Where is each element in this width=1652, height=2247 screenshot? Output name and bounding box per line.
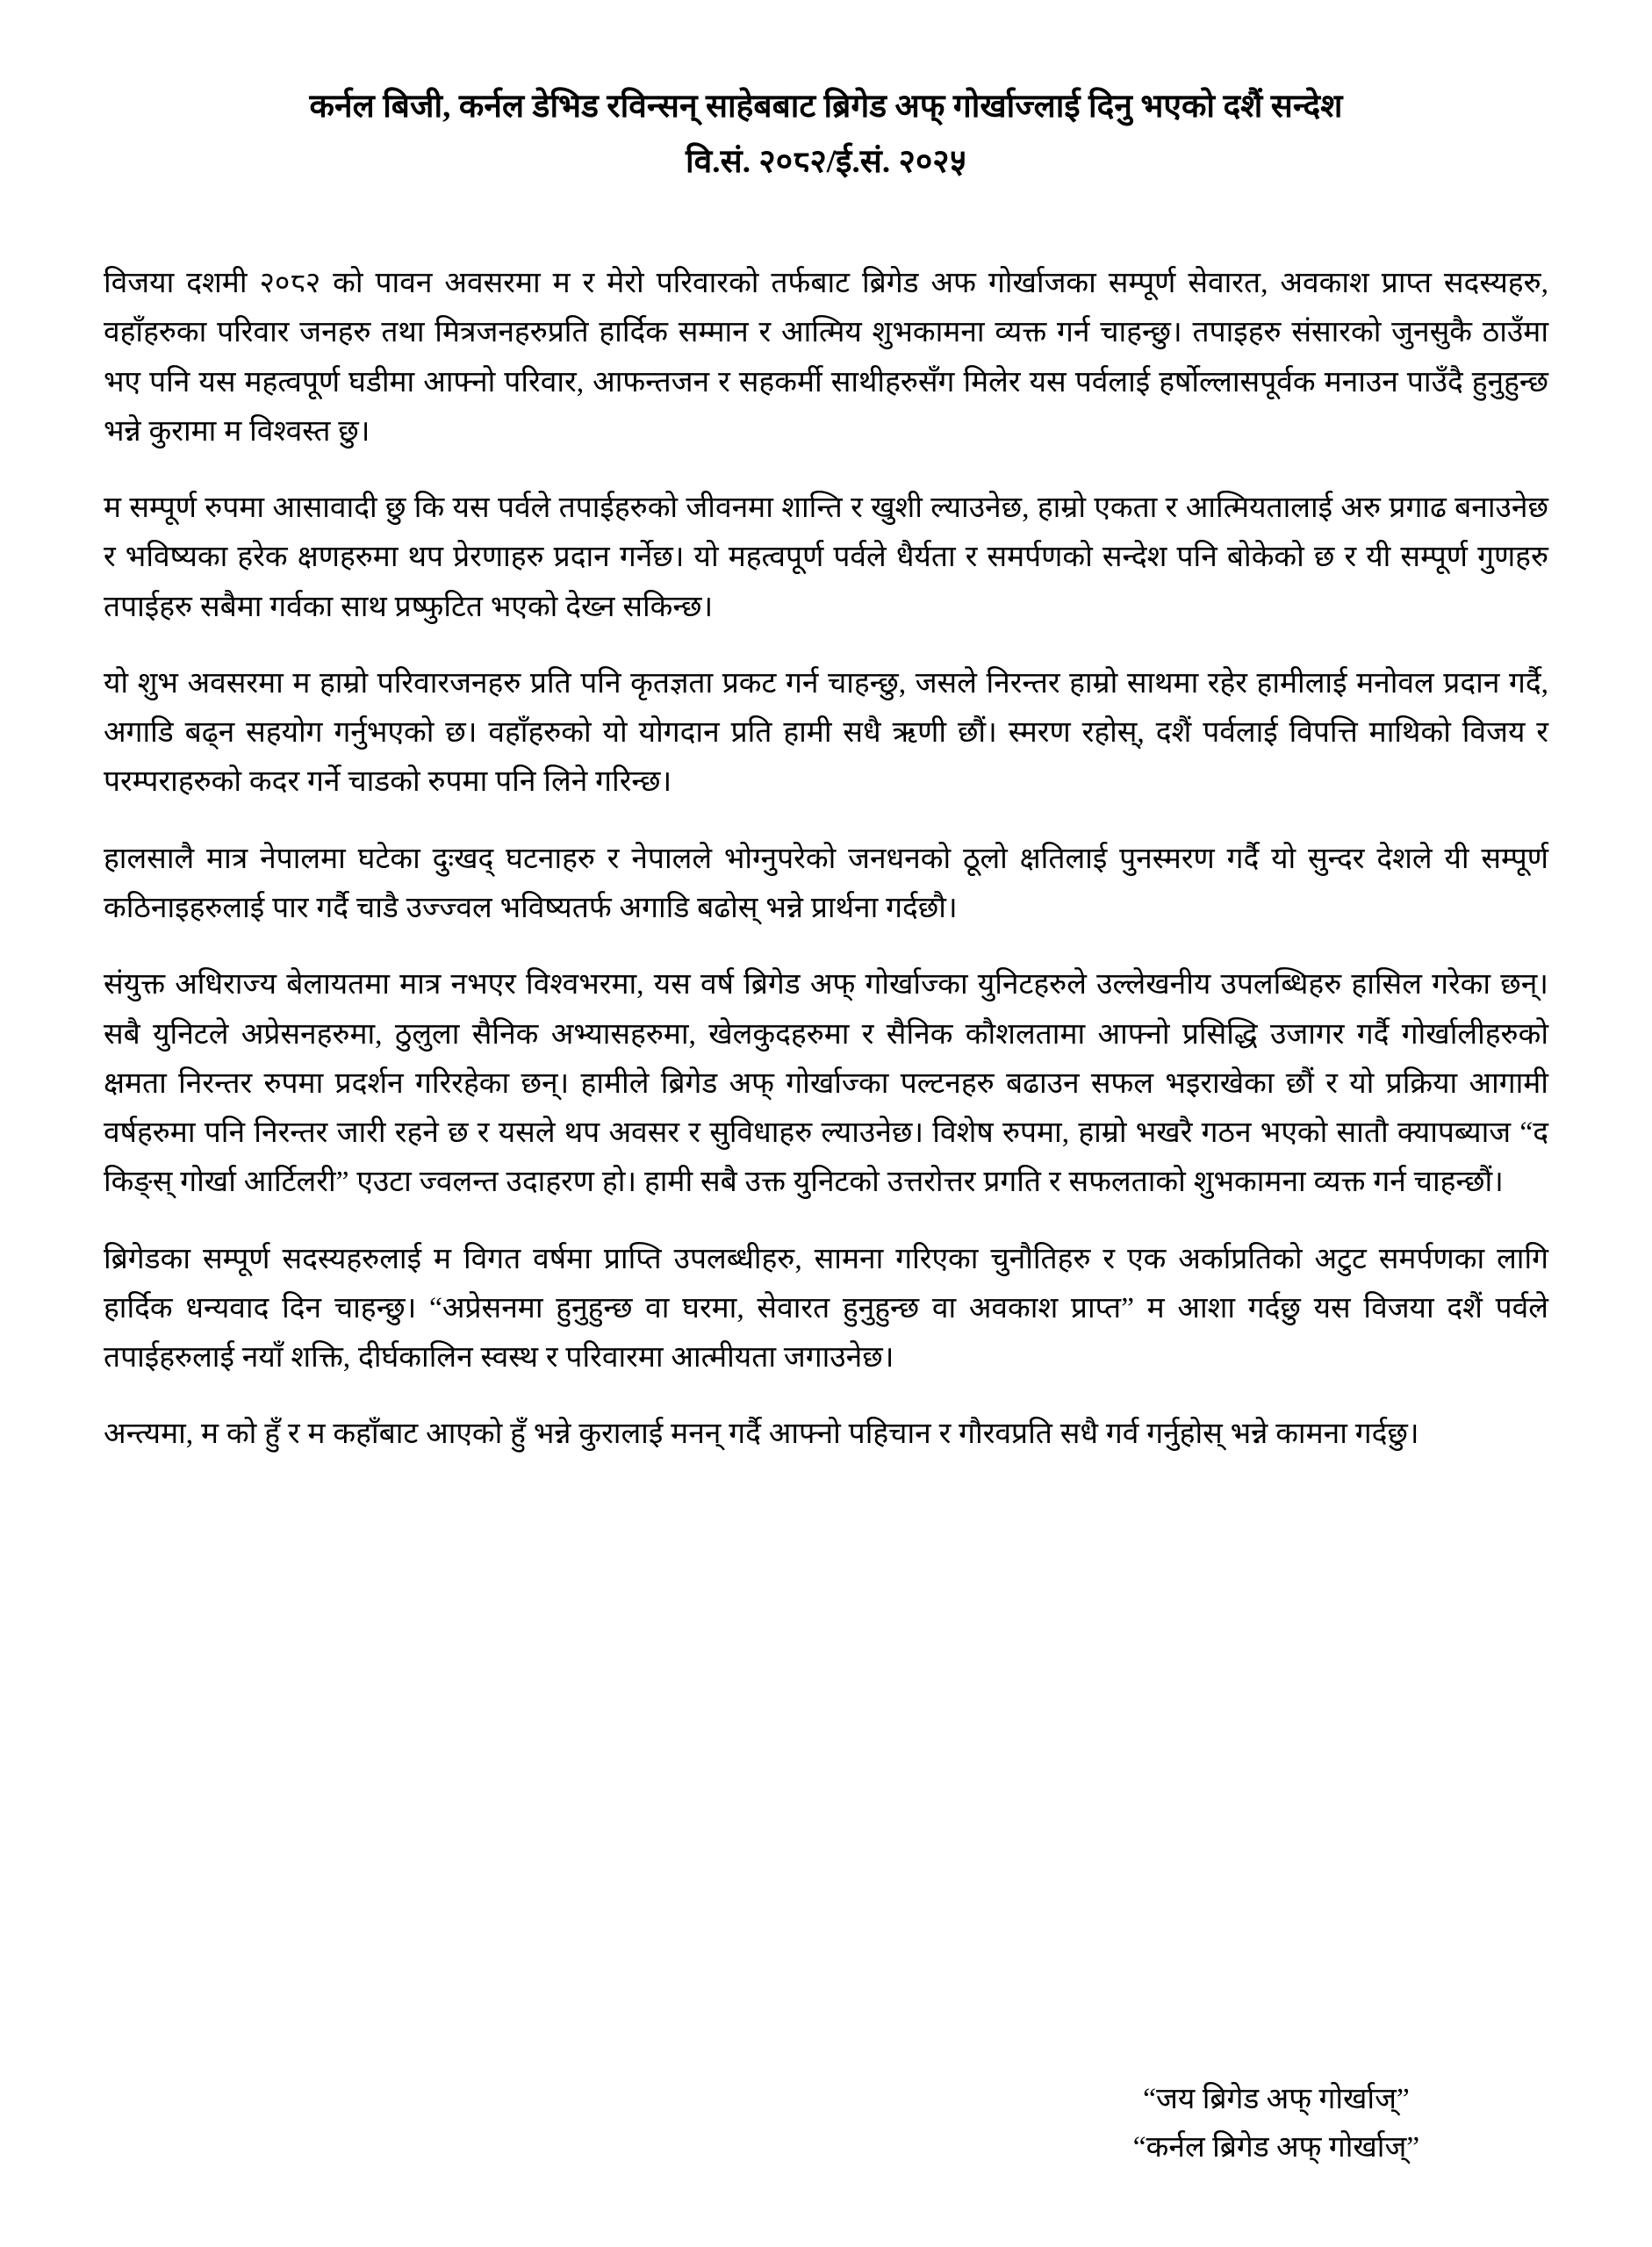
signature-block (1004, 2076, 1548, 2172)
paragraph-6: ब्रिगेडका सम्पूर्ण सदस्यहरुलाई म विगत वर्षमा प्राप्ति उपलब्धीहरु, सामना गरिएका चुनौतिहरु र एक अर्काप्रतिको अटुट समर्पणका लागि हार्दिक धन्यवाद दिन चाहन्छु। “अप्रेसनमा हुनुहुन्छ वा घरमा, सेवारत हुनुहुन्छ वा अवकाश प्राप्त” म आशा गर्दछु यस विजया दशैं पर्वले तपाईहरुलाई नयाँ शक्ति, दीर्घकालिन स्वस्थ र परिवारमा आत्मीयता जगाउनेछ। (104, 1242, 1548, 1375)
paragraph-7: अन्त्यमा, म को हुँ र म कहाँबाट आएको हुँ भन्ने कुरालाई मनन् गर्दै आफ्नो पहिचान र गौरवप्रति सधै गर्व गर्नुहोस् भन्ने कामना गर्दछु। (104, 1418, 1419, 1451)
title-line-primary: कर्नल बिजी, कर्नल डेभिड रविन्सन् साहेबबाट ब्रिगेड अफ् गोर्खाज्लाई दिनु भएको दशैं सन्देश (309, 89, 1343, 125)
paragraph-1: विजया दशमी २०८२ को पावन अवसरमा म र मेरो परिवारको तर्फबाट ब्रिगेड अफ गोर्खाजका सम्पूर्ण सेवारत, अवकाश प्राप्त सदस्यहरु, वहाँहरुका परिवार जनहरु तथा मित्रजनहरुप्रति हार्दिक सम्मान र आत्मिय शुभकामना व्यक्त गर्न चाहन्छु। तपाइहरु संसारको जुनसुकै ठाउँमा भए पनि यस महत्वपूर्ण घडीमा आफ्नो परिवार, आफन्तजन र सहकर्मी साथीहरुसँग मिलेर यस पर्वलाई हर्षोल्लासपूर्वक मनाउन पाउँदै हुनुहुन्छ भन्ने कुरामा म विश्वस्त छु। (104, 267, 1548, 448)
paragraph-2: म सम्पूर्ण रुपमा आसावादी छु कि यस पर्वले तपाईहरुको जीवनमा शान्ति र खुशी ल्याउनेछ, हाम्रो एकता र आत्मियतालाई अरु प्रगाढ बनाउनेछ र भविष्यका हरेक क्षणहरुमा थप प्रेरणाहरु प्रदान गर्नेछ। यो महत्वपूर्ण पर्वले धैर्यता र समर्पणको सन्देश पनि बोकेको छ र यी सम्पूर्ण गुणहरु तपाईहरु सबैमा गर्वका साथ प्रष्फुटित भएको देख्न सकिन्छ। (104, 492, 1548, 623)
title-line-date: वि.सं. २०८२/ई.सं. २०२५ (686, 143, 966, 180)
paragraph-5: संयुक्त अधिराज्य बेलायतमा मात्र नभएर विश्वभरमा, यस वर्ष ब्रिगेड अफ् गोर्खाज्का युनिटहरुले उल्लेखनीय उपलब्धिहरु हासिल गरेका छन्। सबै युनिटले अप्रेसनहरुमा, ठुलुला सैनिक अभ्यासहरुमा, खेलकुदहरुमा र सैनिक कौशलतामा आफ्नो प्रसिद्धि उजागर गर्दै गोर्खालीहरुको क्षमता निरन्तर रुपमा प्रदर्शन गरिरहेका छन्। हामीले ब्रिगेड अफ् गोर्खाज्का पल्टनहरु बढाउन सफल भइराखेका छौं र यो प्रक्रिया आगामी वर्षहरुमा पनि निरन्तर जारी रहने छ र यसले थप अवसर र सुविधाहरु ल्याउनेछ। विशेष रुपमा, हाम्रो भखरै गठन भएको सातौ क्यापब्याज “द किङ्स् गोर्खा आर्टिलरी” एउटा ज्वलन्त उदाहरण हो। हामी सबै उक्त युनिटको उत्तरोत्तर प्रगति र सफलताको शुभकामना व्यक्त गर्न चाहन्छौं। (104, 968, 1548, 1199)
paragraph-3: यो शुभ अवसरमा म हाम्रो परिवारजनहरु प्रति पनि कृतज्ञता प्रकट गर्न चाहन्छु, जसले निरन्तर हाम्रो साथमा रहेर हामीलाई मनोवल प्रदान गर्दै, अगाडि बढ्न सहयोग गर्नुभएको छ। वहाँहरुको यो योगदान प्रति हामी सधै ऋणी छौं। स्मरण रहोस्, दशैं पर्वलाई विपत्ति माथिको विजय र परम्पराहरुको कदर गर्ने चाडको रुपमा पनि लिने गरिन्छ। (104, 666, 1548, 799)
signature-slogan: “जय ब्रिगेड अफ् गोर्खाज्” (1143, 2083, 1410, 2116)
body-copy (104, 259, 1548, 1460)
signature-author: “कर्नल ब्रिगेड अफ् गोर्खाज्” (1132, 2130, 1420, 2164)
page-title (104, 84, 1548, 185)
paragraph-4: हालसालै मात्र नेपालमा घटेका दुःखद् घटनाहरु र नेपालले भोग्नुपरेको जनधनको ठूलो क्षतिलाई पुनस्मरण गर्दै यो सुन्दर देशले यी सम्पूर्ण कठिनाइहरुलाई पार गर्दै चाडै उज्ज्वल भविष्यतर्फ अगाडि बढोस् भन्ने प्रार्थना गर्दछौ। (104, 842, 1548, 924)
